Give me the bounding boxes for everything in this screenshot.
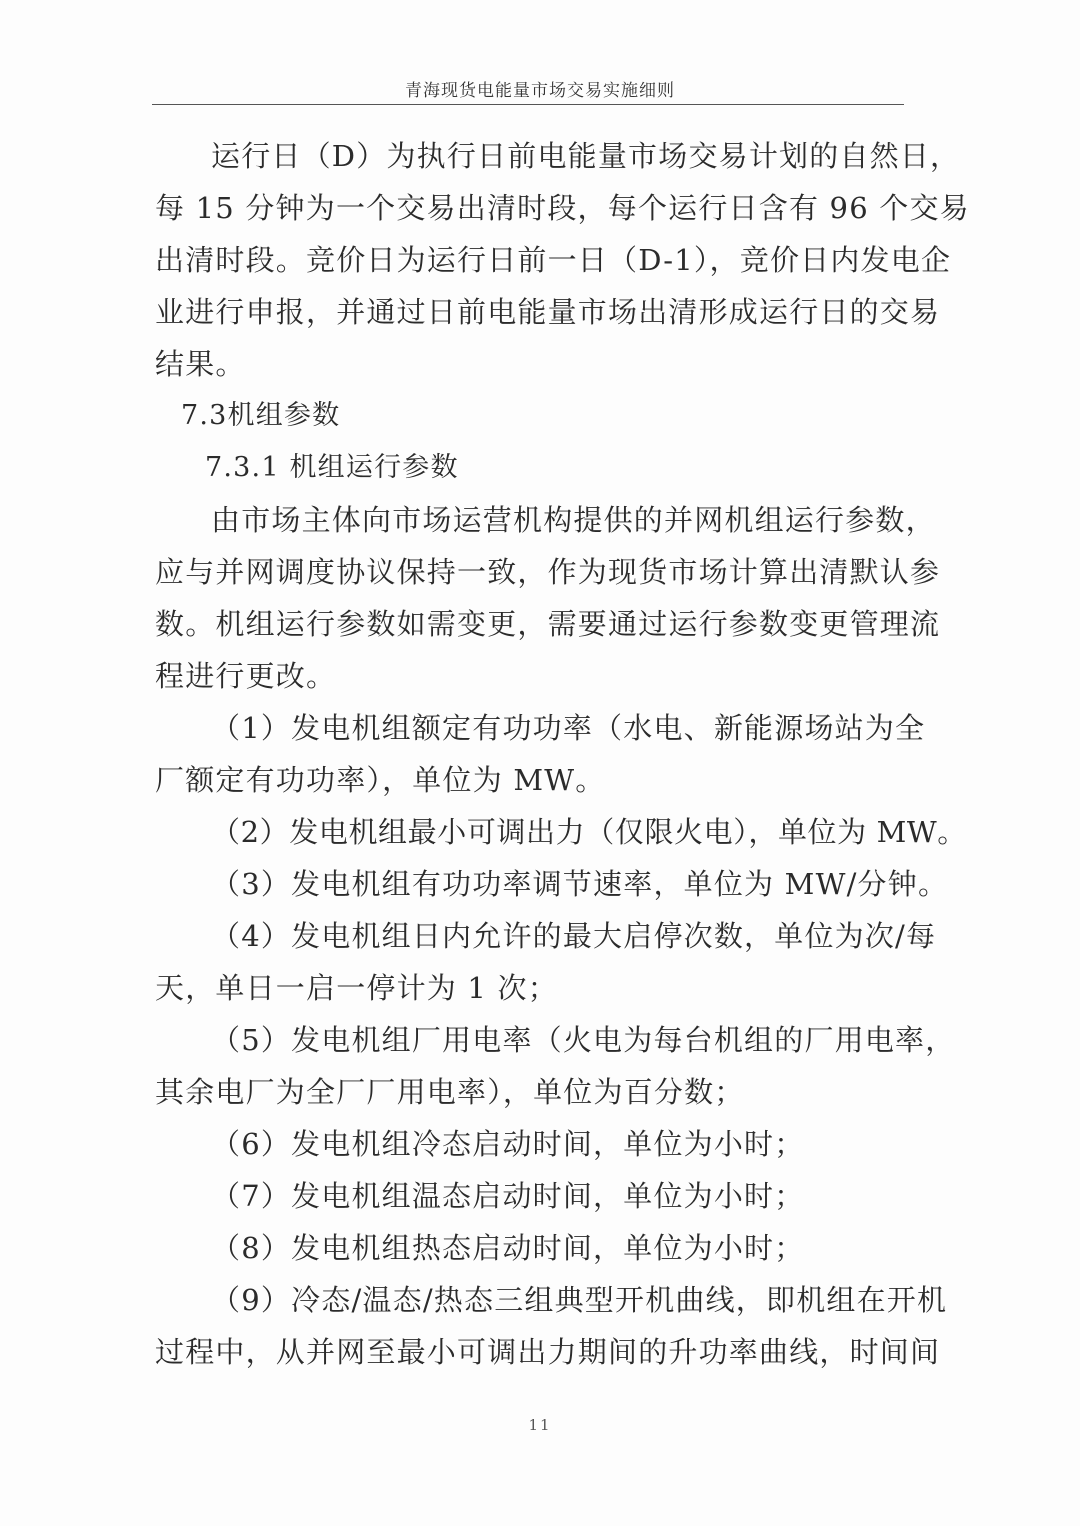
paragraph-line: （2）发电机组最小可调出力（仅限火电），单位为 MW。 — [211, 815, 967, 849]
paragraph-line: 每 15 分钟为一个交易出清时段，每个运行日含有 96 个交易 — [155, 191, 970, 225]
paragraph-line: 应与并网调度协议保持一致，作为现货市场计算出清默认参 — [155, 555, 941, 589]
paragraph-line: 业进行申报，并通过日前电能量市场出清形成运行日的交易 — [155, 295, 941, 329]
paragraph-line: 过程中，从并网至最小可调出力期间的升功率曲线，时间间 — [155, 1335, 941, 1369]
paragraph-line: 天，单日一启一停计为 1 次； — [155, 971, 558, 1005]
running-header-title: 青海现货电能量市场交易实施细则 — [405, 81, 675, 101]
paragraph-line: 程进行更改。 — [155, 659, 337, 693]
paragraph-line: （3）发电机组有功功率调节速率，单位为 MW/分钟。 — [211, 867, 949, 901]
paragraph-line: 结果。 — [155, 347, 246, 381]
paragraph-line: 数。机组运行参数如需变更，需要通过运行参数变更管理流 — [155, 607, 941, 641]
paragraph-line: （4）发电机组日内允许的最大启停次数，单位为次/每 — [211, 919, 937, 953]
section-heading: 7.3机组参数 — [181, 400, 341, 431]
page-number: 11 — [528, 1416, 552, 1434]
section-heading: 7.3.1 机组运行参数 — [205, 452, 459, 483]
paragraph-line: （6）发电机组冷态启动时间，单位为小时； — [211, 1127, 805, 1161]
paragraph-line: （1）发电机组额定有功功率（水电、新能源场站为全 — [211, 711, 926, 745]
paragraph-line: （8）发电机组热态启动时间，单位为小时； — [211, 1231, 805, 1265]
paragraph-line: （5）发电机组厂用电率（火电为每台机组的厂用电率， — [211, 1023, 956, 1057]
body-text — [155, 130, 970, 1378]
paragraph-line: 由市场主体向市场运营机构提供的并网机组运行参数， — [211, 503, 936, 537]
header-divider — [152, 104, 904, 105]
paragraph-line: （7）发电机组温态启动时间，单位为小时； — [211, 1179, 805, 1213]
paragraph-line: 其余电厂为全厂厂用电率），单位为百分数； — [155, 1075, 745, 1109]
paragraph-line: 运行日（D）为执行日前电能量市场交易计划的自然日， — [211, 139, 961, 173]
paragraph-line: （9）冷态/温态/热态三组典型开机曲线，即机组在开机 — [211, 1283, 948, 1317]
paragraph-line: 出清时段。竞价日为运行日前一日（D-1），竞价日内发电企 — [155, 243, 952, 277]
paragraph-line: 厂额定有功功率），单位为 MW。 — [155, 763, 606, 797]
